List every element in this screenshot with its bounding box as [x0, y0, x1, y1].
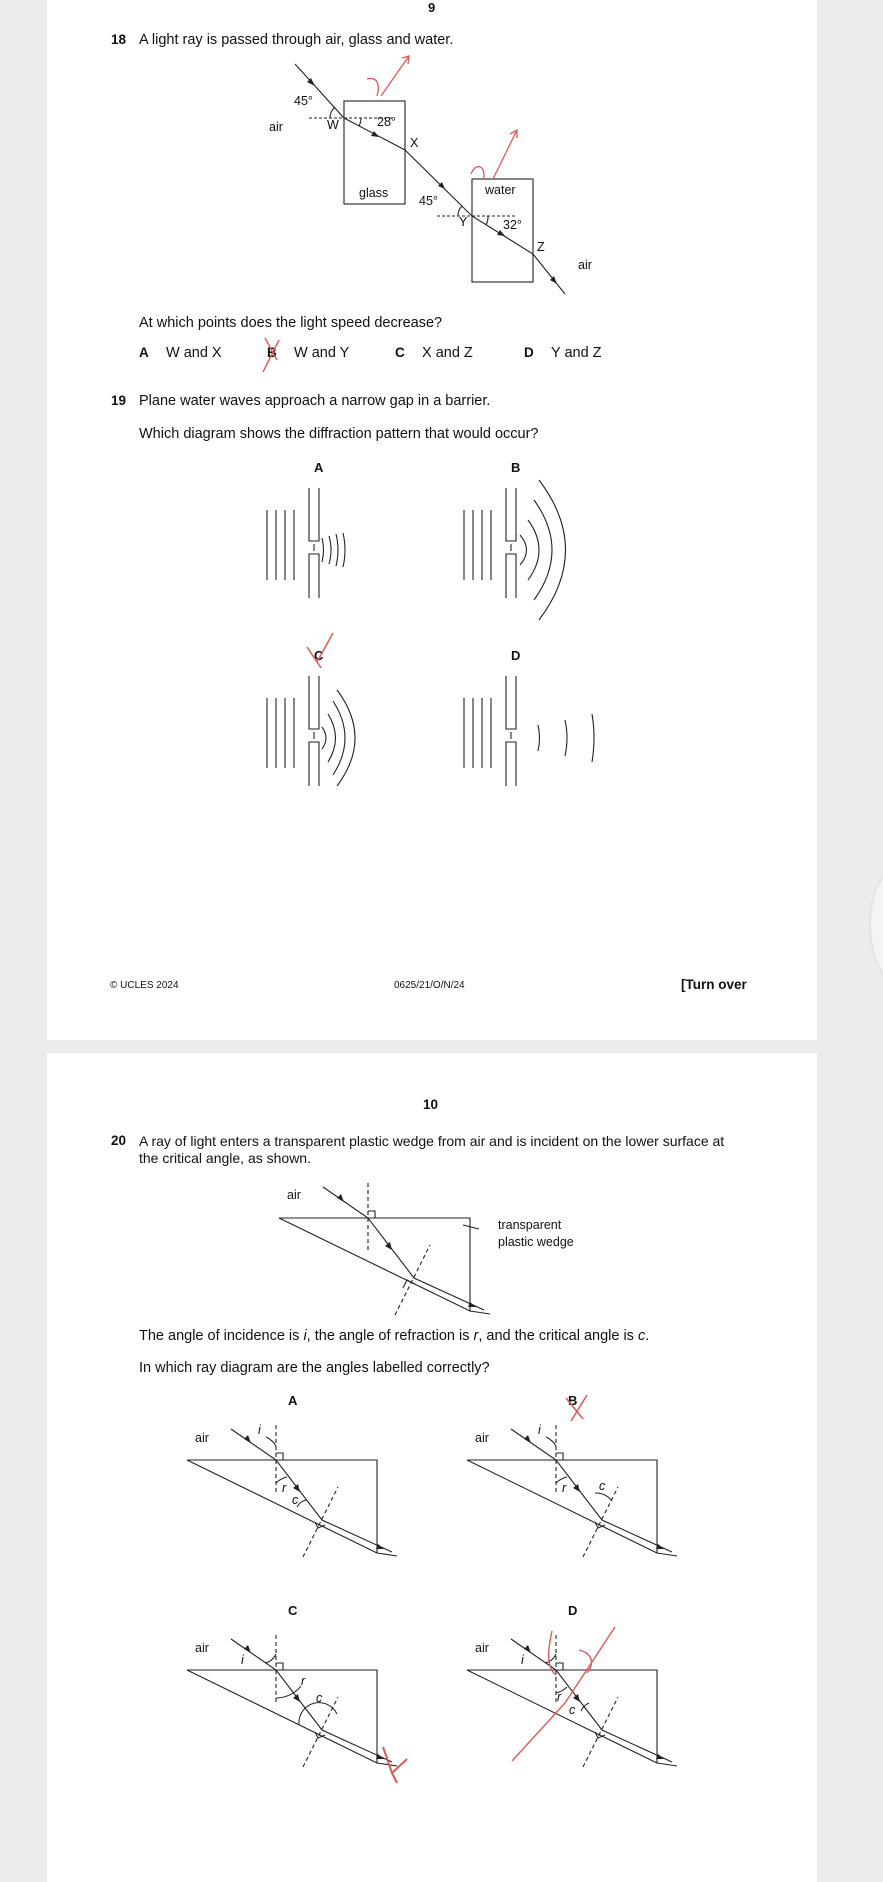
label-wedge-1: transparent [498, 1218, 562, 1232]
label-angle-45: 45° [294, 94, 313, 108]
label-glass: glass [359, 186, 389, 200]
label-air-right: air [578, 258, 592, 272]
d-i: i [521, 1653, 524, 1667]
a-r: r [282, 1481, 287, 1495]
answer-cross-c [307, 633, 333, 668]
option-b-text[interactable]: W and Y [294, 345, 350, 361]
diffraction-diagrams [47, 0, 817, 820]
question-stem: Plane water waves approach a narrow gap in a barrier. [139, 393, 491, 409]
option-b-diagram [467, 1425, 677, 1557]
label-angle-28: 28° [377, 115, 396, 129]
diagram-label-a[interactable]: A [314, 460, 324, 475]
label-z: Z [537, 240, 545, 254]
footer-turn-over: [Turn over [681, 977, 747, 992]
answer-cross-b [566, 1395, 587, 1421]
label-y: Y [459, 215, 468, 229]
question-stem-line2: the critical angle, as shown. [139, 1150, 311, 1166]
option-c-label[interactable]: C [288, 1603, 298, 1618]
scroll-handle[interactable] [871, 870, 883, 980]
a-air: air [195, 1431, 209, 1445]
page-number: 10 [423, 1097, 439, 1112]
option-d-label[interactable]: D [568, 1603, 578, 1618]
question-text: In which ray diagram are the angles labelled correctly? [139, 1360, 490, 1376]
angles-statement: The angle of incidence is i, the angle of refraction is r, and the critical angle is c. [139, 1328, 650, 1344]
page-number: 9 [428, 0, 436, 15]
label-w: W [327, 118, 339, 132]
question-stem: A light ray is passed through air, glass and water. [139, 32, 454, 48]
d-r: r [557, 1690, 562, 1704]
label-x: X [410, 136, 419, 150]
option-d-diagram [467, 1627, 677, 1767]
b-i: i [538, 1423, 541, 1437]
question-text: Which diagram shows the diffraction pattern that would occur? [139, 426, 539, 442]
option-d-text[interactable]: Y and Z [551, 345, 602, 361]
question-number: 18 [111, 32, 127, 47]
b-c: c [599, 1479, 606, 1493]
option-diagrams [47, 1053, 817, 1882]
diagram-label-b[interactable]: B [511, 460, 521, 475]
question-number: 19 [111, 393, 127, 408]
d-c: c [569, 1703, 576, 1717]
option-a-letter[interactable]: A [139, 345, 149, 360]
diagram-d [464, 676, 594, 786]
option-a-diagram [187, 1425, 397, 1557]
label-air: air [287, 1188, 301, 1202]
option-c-letter[interactable]: C [395, 345, 405, 360]
question-number: 20 [111, 1133, 127, 1148]
label-angle-45b: 45° [419, 194, 438, 208]
option-c-diagram [187, 1635, 407, 1783]
footer-code: 0625/21/O/N/24 [394, 980, 465, 991]
diagram-label-d[interactable]: D [511, 648, 521, 663]
label-air: air [269, 120, 283, 134]
question-stem-line1: A ray of light enters a transparent plastic wedge from air and is incident on the lower surface at [139, 1133, 725, 1149]
b-air: air [475, 1431, 489, 1445]
footer-copyright: © UCLES 2024 [110, 980, 179, 991]
label-angle-32: 32° [503, 218, 522, 232]
exam-page-10 [47, 1053, 817, 1882]
option-a-label[interactable]: A [288, 1393, 298, 1408]
diagram-c [267, 676, 355, 786]
option-c-text[interactable]: X and Z [422, 345, 473, 361]
diagram-a [267, 488, 345, 598]
c-i: i [241, 1653, 244, 1667]
option-b-letter[interactable]: B [267, 345, 277, 360]
a-c: c [292, 1493, 299, 1507]
option-b-label[interactable]: B [568, 1393, 578, 1408]
label-wedge-2: plastic wedge [498, 1235, 574, 1249]
question-text: At which points does the light speed decrease? [139, 315, 443, 331]
c-c: c [316, 1691, 323, 1705]
a-i: i [258, 1423, 261, 1437]
option-d-letter[interactable]: D [524, 345, 534, 360]
c-air: air [195, 1641, 209, 1655]
option-a-text[interactable]: W and X [166, 345, 222, 361]
diagram-label-c[interactable]: C [314, 648, 324, 663]
c-r: r [301, 1674, 306, 1688]
d-air: air [475, 1641, 489, 1655]
label-water: water [485, 183, 516, 197]
b-r: r [562, 1481, 567, 1495]
exam-page-9 [47, 0, 817, 1040]
diagram-b [464, 480, 566, 620]
